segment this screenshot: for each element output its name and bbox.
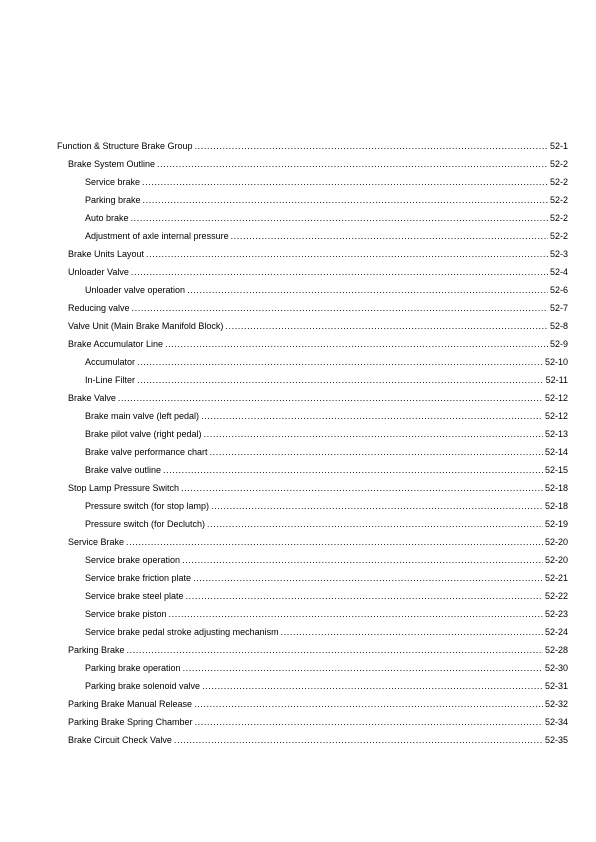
- toc-entry-page: 52-11: [545, 375, 568, 385]
- toc-entry-page: 52-8: [549, 321, 568, 331]
- toc-entry-title: Brake Circuit Check Valve: [68, 735, 172, 745]
- toc-entry[interactable]: [0, 605, 596, 623]
- dot-leader: [211, 497, 543, 515]
- toc-entry-page: 52-20: [544, 537, 568, 547]
- toc-entry-page: 52-24: [544, 627, 568, 637]
- toc-entry-page: 52-12: [544, 411, 568, 421]
- toc-entry-page: 52-3: [549, 249, 568, 259]
- toc-entry[interactable]: [0, 137, 596, 155]
- dot-leader: [186, 587, 543, 605]
- dot-leader: [137, 353, 543, 371]
- toc-entry-page: 52-2: [549, 195, 568, 205]
- dot-leader: [174, 731, 543, 749]
- toc-entry[interactable]: [0, 551, 596, 569]
- toc-entry-page: 52-32: [544, 699, 568, 709]
- toc-entry[interactable]: [0, 497, 596, 515]
- toc-entry-page: 52-19: [544, 519, 568, 529]
- toc-entry-title: Parking Brake Spring Chamber: [68, 717, 193, 727]
- toc-entry-title: Stop Lamp Pressure Switch: [68, 483, 180, 493]
- dot-leader: [137, 371, 544, 389]
- toc-entry-title: Parking brake: [85, 195, 141, 205]
- toc-entry-title: Parking Brake Manual Release: [68, 699, 193, 709]
- toc-entry-title: Pressure switch (for stop lamp): [85, 501, 210, 511]
- toc-entry-page: 52-4: [549, 267, 568, 277]
- toc-entry-title: Function & Structure Brake Group: [57, 141, 193, 151]
- toc-entry-title: Parking brake solenoid valve: [85, 681, 201, 691]
- toc-entry[interactable]: [0, 263, 596, 281]
- toc-entry-title: Parking brake operation: [85, 663, 181, 673]
- toc-entry-page: 52-2: [549, 231, 568, 241]
- toc-entry[interactable]: [0, 587, 596, 605]
- toc-entry-page: 52-6: [549, 285, 568, 295]
- dot-leader: [127, 641, 543, 659]
- toc-entry-title: Brake Units Layout: [68, 249, 145, 259]
- toc-entry[interactable]: [0, 191, 596, 209]
- dot-leader: [193, 569, 543, 587]
- toc-entry-page: 52-31: [544, 681, 568, 691]
- toc-entry[interactable]: [0, 281, 596, 299]
- toc-entry-page: 52-9: [549, 339, 568, 349]
- dot-leader: [195, 137, 548, 155]
- toc-entry[interactable]: [0, 299, 596, 317]
- toc-entry-page: 52-1: [549, 141, 568, 151]
- toc-entry-page: 52-28: [544, 645, 568, 655]
- dot-leader: [146, 245, 548, 263]
- toc-entry[interactable]: [0, 461, 596, 479]
- toc-entry[interactable]: [0, 155, 596, 173]
- dot-leader: [132, 299, 548, 317]
- dot-leader: [165, 335, 548, 353]
- toc-entry-title: Brake main valve (left pedal): [85, 411, 200, 421]
- toc-entry-title: Auto brake: [85, 213, 129, 223]
- toc-entry-title: Service brake pedal stroke adjusting mechanism: [85, 627, 279, 637]
- toc-entry-title: Brake System Outline: [68, 159, 156, 169]
- dot-leader: [231, 227, 548, 245]
- toc-entry-page: 52-18: [544, 483, 568, 493]
- dot-leader: [118, 389, 543, 407]
- dot-leader: [169, 605, 543, 623]
- toc-entry[interactable]: [0, 659, 596, 677]
- toc-entry[interactable]: [0, 641, 596, 659]
- dot-leader: [182, 551, 543, 569]
- dot-leader: [201, 407, 543, 425]
- dot-leader: [202, 677, 543, 695]
- toc-entry-title: Unloader Valve: [68, 267, 129, 277]
- dot-leader: [204, 425, 543, 443]
- dot-leader: [207, 515, 543, 533]
- toc-entry-title: Brake Valve: [68, 393, 116, 403]
- toc-entry[interactable]: [0, 173, 596, 191]
- toc-entry[interactable]: [0, 371, 596, 389]
- toc-entry-title: Brake valve outline: [85, 465, 162, 475]
- toc-entry-page: 52-35: [544, 735, 568, 745]
- table-of-contents: [0, 137, 596, 749]
- toc-entry-title: Service brake operation: [85, 555, 181, 565]
- toc-entry[interactable]: [0, 731, 596, 749]
- toc-entry[interactable]: [0, 623, 596, 641]
- dot-leader: [131, 263, 548, 281]
- dot-leader: [183, 659, 543, 677]
- toc-entry-page: 52-15: [544, 465, 568, 475]
- toc-entry-title: Parking Brake: [68, 645, 125, 655]
- dot-leader: [225, 317, 548, 335]
- toc-entry-title: Service brake friction plate: [85, 573, 192, 583]
- toc-entry[interactable]: [0, 713, 596, 731]
- toc-entry-title: Pressure switch (for Declutch): [85, 519, 206, 529]
- dot-leader: [142, 173, 548, 191]
- toc-entry[interactable]: [0, 209, 596, 227]
- toc-entry-title: Brake pilot valve (right pedal): [85, 429, 202, 439]
- toc-entry-title: Service Brake: [68, 537, 125, 547]
- toc-entry[interactable]: [0, 245, 596, 263]
- toc-entry-title: Brake Accumulator Line: [68, 339, 164, 349]
- toc-entry[interactable]: [0, 407, 596, 425]
- toc-entry[interactable]: [0, 569, 596, 587]
- toc-entry[interactable]: [0, 443, 596, 461]
- dot-leader: [131, 209, 548, 227]
- toc-entry-page: 52-20: [544, 555, 568, 565]
- toc-entry-title: Accumulator: [85, 357, 136, 367]
- dot-leader: [210, 443, 543, 461]
- toc-entry[interactable]: [0, 533, 596, 551]
- toc-entry-page: 52-12: [544, 393, 568, 403]
- toc-entry[interactable]: [0, 677, 596, 695]
- toc-entry-title: Service brake: [85, 177, 141, 187]
- toc-entry[interactable]: [0, 335, 596, 353]
- dot-leader: [187, 281, 548, 299]
- dot-leader: [195, 713, 543, 731]
- toc-entry[interactable]: [0, 695, 596, 713]
- toc-entry[interactable]: [0, 515, 596, 533]
- toc-entry[interactable]: [0, 389, 596, 407]
- toc-entry-title: Reducing valve: [68, 303, 130, 313]
- toc-entry-page: 52-34: [544, 717, 568, 727]
- toc-entry[interactable]: [0, 227, 596, 245]
- toc-entry-page: 52-30: [544, 663, 568, 673]
- toc-entry-title: Brake valve performance chart: [85, 447, 208, 457]
- dot-leader: [157, 155, 548, 173]
- toc-entry-page: 52-22: [544, 591, 568, 601]
- toc-entry-title: In-Line Filter: [85, 375, 136, 385]
- toc-entry-page: 52-2: [549, 159, 568, 169]
- toc-entry-page: 52-23: [544, 609, 568, 619]
- dot-leader: [143, 191, 548, 209]
- toc-entry[interactable]: [0, 479, 596, 497]
- toc-entry-title: Service brake piston: [85, 609, 167, 619]
- toc-entry-page: 52-2: [549, 177, 568, 187]
- toc-entry-page: 52-7: [549, 303, 568, 313]
- toc-entry-page: 52-2: [549, 213, 568, 223]
- toc-entry-title: Unloader valve operation: [85, 285, 186, 295]
- toc-entry-title: Valve Unit (Main Brake Manifold Block): [68, 321, 224, 331]
- dot-leader: [126, 533, 543, 551]
- dot-leader: [194, 695, 543, 713]
- toc-entry-page: 52-21: [544, 573, 568, 583]
- toc-entry-page: 52-18: [544, 501, 568, 511]
- toc-entry-title: Adjustment of axle internal pressure: [85, 231, 229, 241]
- toc-entry[interactable]: [0, 353, 596, 371]
- toc-entry[interactable]: [0, 425, 596, 443]
- toc-entry-page: 52-10: [544, 357, 568, 367]
- dot-leader: [281, 623, 543, 641]
- toc-entry-page: 52-13: [544, 429, 568, 439]
- dot-leader: [181, 479, 543, 497]
- dot-leader: [163, 461, 543, 479]
- toc-entry-title: Service brake steel plate: [85, 591, 184, 601]
- toc-entry-page: 52-14: [544, 447, 568, 457]
- toc-entry[interactable]: [0, 317, 596, 335]
